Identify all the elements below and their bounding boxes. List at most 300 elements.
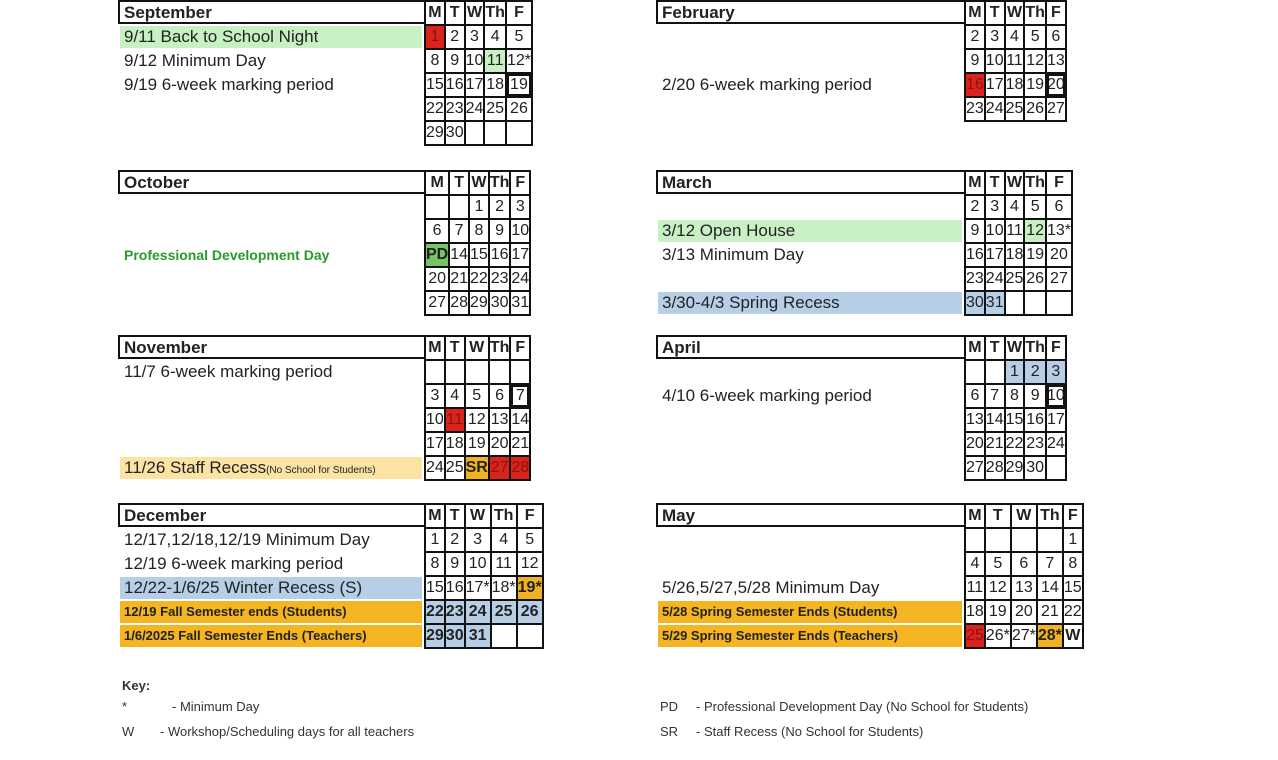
day-cell bbox=[510, 360, 530, 384]
event-note: (No School for Students) bbox=[266, 465, 376, 476]
day-cell: 14 bbox=[449, 243, 469, 267]
weekday-header: W bbox=[1005, 171, 1025, 195]
day-cell: 1 bbox=[425, 528, 445, 552]
calendar-event bbox=[658, 244, 962, 266]
day-cell bbox=[965, 360, 985, 384]
day-cell: 26 bbox=[1024, 267, 1046, 291]
day-cell: 6 bbox=[489, 384, 511, 408]
day-cell: 7 bbox=[449, 219, 469, 243]
day-cell: 20 bbox=[1011, 600, 1037, 624]
day-cell: 22 bbox=[425, 97, 445, 121]
day-cell: 22 bbox=[1005, 432, 1025, 456]
event-text: 1/6/2025 Fall Semester Ends (Teachers) bbox=[124, 628, 367, 643]
month-grid bbox=[964, 503, 1084, 649]
month-name: December bbox=[124, 506, 207, 525]
event-text: 2/20 6-week marking period bbox=[662, 75, 872, 94]
day-cell: 8 bbox=[425, 552, 445, 576]
weekday-header: W bbox=[1005, 336, 1025, 360]
day-cell: 12 bbox=[985, 576, 1011, 600]
day-cell: 9 bbox=[965, 49, 985, 73]
weekday-header: T bbox=[445, 1, 465, 25]
day-cell: 15 bbox=[1063, 576, 1083, 600]
day-cell bbox=[484, 121, 506, 145]
day-cell: 3 bbox=[425, 384, 445, 408]
weekday-header: Th bbox=[489, 171, 511, 195]
month-header bbox=[656, 0, 966, 24]
day-cell: 30 bbox=[489, 291, 511, 315]
day-cell: 9 bbox=[965, 219, 985, 243]
day-cell: 24 bbox=[425, 456, 445, 480]
day-cell: 8 bbox=[1063, 552, 1083, 576]
day-cell: 17 bbox=[1046, 408, 1066, 432]
day-cell bbox=[491, 624, 517, 648]
calendar-event bbox=[120, 361, 422, 383]
day-cell bbox=[1046, 456, 1066, 480]
day-cell: 18 bbox=[484, 73, 506, 97]
key-desc: - Workshop/Scheduling days for all teachers bbox=[160, 724, 415, 739]
day-cell: 4 bbox=[484, 25, 506, 49]
day-cell: 27 bbox=[425, 291, 449, 315]
day-cell: 27 bbox=[1046, 267, 1072, 291]
day-cell: 19 bbox=[1024, 243, 1046, 267]
day-cell: 4 bbox=[965, 552, 985, 576]
day-cell bbox=[1024, 291, 1046, 315]
day-cell: 3 bbox=[510, 195, 530, 219]
day-cell: 22 bbox=[469, 267, 489, 291]
day-cell: 25 bbox=[484, 97, 506, 121]
day-cell: 4 bbox=[1005, 25, 1025, 49]
day-cell bbox=[1011, 528, 1037, 552]
day-cell: 15 bbox=[1005, 408, 1025, 432]
key-symbol: * bbox=[122, 699, 128, 714]
event-text: 5/28 Spring Semester Ends (Students) bbox=[662, 604, 898, 619]
weekday-header: T bbox=[445, 336, 465, 360]
day-cell: 9 bbox=[445, 49, 465, 73]
calendar-event bbox=[120, 625, 422, 647]
day-cell: 21 bbox=[1037, 600, 1063, 624]
day-cell: 29 bbox=[425, 624, 445, 648]
event-text: Professional Development Day bbox=[124, 247, 330, 263]
weekday-header: Th bbox=[489, 336, 511, 360]
day-cell: 6 bbox=[1046, 25, 1066, 49]
weekday-header: F bbox=[517, 504, 543, 528]
day-cell: 1 bbox=[1005, 360, 1025, 384]
weekday-header: T bbox=[985, 336, 1005, 360]
day-cell: 25 bbox=[1005, 267, 1025, 291]
day-cell: W bbox=[1063, 624, 1083, 648]
day-cell: 6 bbox=[1046, 195, 1072, 219]
day-cell: 17 bbox=[465, 73, 485, 97]
day-cell: 3 bbox=[465, 528, 491, 552]
day-cell: 10 bbox=[425, 408, 445, 432]
day-cell: 3 bbox=[465, 25, 485, 49]
day-cell: 24 bbox=[465, 600, 491, 624]
event-text: 4/10 6-week marking period bbox=[662, 386, 872, 405]
day-cell bbox=[517, 624, 543, 648]
day-cell: 2 bbox=[489, 195, 511, 219]
day-cell bbox=[1037, 528, 1063, 552]
day-cell: 23 bbox=[965, 267, 985, 291]
day-cell: 26* bbox=[985, 624, 1011, 648]
day-cell: 24 bbox=[465, 97, 485, 121]
month-name: February bbox=[662, 3, 735, 22]
key-symbol: SR bbox=[660, 724, 679, 739]
day-cell: 3 bbox=[985, 25, 1005, 49]
day-cell: 30 bbox=[445, 624, 465, 648]
month-name: September bbox=[124, 3, 212, 22]
day-cell: 15 bbox=[469, 243, 489, 267]
day-cell: 26 bbox=[1024, 97, 1046, 121]
day-cell: 28 bbox=[510, 456, 530, 480]
month-header bbox=[656, 170, 966, 194]
day-cell: 11 bbox=[445, 408, 465, 432]
weekday-header: M bbox=[425, 1, 445, 25]
event-text: 12/17,12/18,12/19 Minimum Day bbox=[124, 530, 370, 549]
day-cell: 26 bbox=[506, 97, 532, 121]
month-grid bbox=[964, 0, 1067, 122]
day-cell: 3 bbox=[985, 195, 1005, 219]
month-name: November bbox=[124, 338, 208, 357]
day-cell bbox=[449, 195, 469, 219]
weekday-header: Th bbox=[1037, 504, 1063, 528]
calendar-event bbox=[120, 244, 422, 266]
weekday-header: F bbox=[506, 1, 532, 25]
key-desc: - Professional Development Day (No School for Students) bbox=[696, 699, 1029, 714]
day-cell: 1 bbox=[425, 25, 445, 49]
day-cell bbox=[965, 528, 985, 552]
day-cell: 10 bbox=[465, 552, 491, 576]
day-cell: 10 bbox=[1046, 384, 1066, 408]
weekday-header: W bbox=[465, 1, 485, 25]
day-cell: 16 bbox=[965, 73, 985, 97]
weekday-header: F bbox=[510, 171, 530, 195]
day-cell: 16 bbox=[445, 576, 465, 600]
weekday-header: T bbox=[985, 171, 1005, 195]
day-cell: 11 bbox=[491, 552, 517, 576]
day-cell bbox=[465, 360, 489, 384]
day-cell bbox=[445, 360, 465, 384]
calendar-event bbox=[120, 50, 422, 72]
day-cell: 13* bbox=[1046, 219, 1072, 243]
day-cell bbox=[1046, 291, 1072, 315]
day-cell: 2 bbox=[1024, 360, 1046, 384]
month-grid bbox=[424, 503, 544, 649]
calendar-event bbox=[658, 74, 962, 96]
day-cell: 31 bbox=[985, 291, 1005, 315]
event-text: 5/29 Spring Semester Ends (Teachers) bbox=[662, 628, 899, 643]
day-cell: 24 bbox=[985, 97, 1005, 121]
calendar-event bbox=[120, 553, 422, 575]
day-cell: 13 bbox=[1046, 49, 1066, 73]
month-name: March bbox=[662, 173, 713, 192]
weekday-header: W bbox=[469, 171, 489, 195]
day-cell: 14 bbox=[985, 408, 1005, 432]
event-text: 12/19 Fall Semester ends (Students) bbox=[124, 604, 347, 619]
day-cell: 17* bbox=[465, 576, 491, 600]
day-cell bbox=[465, 121, 485, 145]
day-cell: 4 bbox=[491, 528, 517, 552]
weekday-header: W bbox=[1005, 1, 1025, 25]
day-cell: 13 bbox=[965, 408, 985, 432]
weekday-header: T bbox=[449, 171, 469, 195]
weekday-header: M bbox=[965, 504, 985, 528]
weekday-header: M bbox=[965, 336, 985, 360]
day-cell: 28 bbox=[985, 456, 1005, 480]
month-header bbox=[118, 503, 426, 527]
day-cell: 21 bbox=[449, 267, 469, 291]
day-cell: 31 bbox=[465, 624, 491, 648]
key-title: Key: bbox=[122, 678, 151, 693]
month-grid bbox=[964, 170, 1073, 316]
weekday-header: Th bbox=[1024, 171, 1046, 195]
day-cell: 23 bbox=[489, 267, 511, 291]
day-cell: 28* bbox=[1037, 624, 1063, 648]
event-text: 3/30-4/3 Spring Recess bbox=[662, 293, 840, 312]
day-cell: 23 bbox=[445, 97, 465, 121]
event-text: 12/22-1/6/25 Winter Recess (S) bbox=[124, 578, 363, 597]
weekday-header: W bbox=[465, 504, 491, 528]
day-cell: 10 bbox=[465, 49, 485, 73]
day-cell bbox=[425, 195, 449, 219]
day-cell: 20 bbox=[965, 432, 985, 456]
day-cell: 2 bbox=[445, 528, 465, 552]
day-cell: 30 bbox=[965, 291, 985, 315]
calendar-event bbox=[120, 26, 422, 48]
key-symbol: W bbox=[122, 724, 135, 739]
day-cell: 16 bbox=[965, 243, 985, 267]
day-cell: SR bbox=[465, 456, 489, 480]
day-cell: 15 bbox=[425, 576, 445, 600]
weekday-header: M bbox=[425, 336, 445, 360]
calendar-event bbox=[658, 577, 962, 599]
day-cell: 22 bbox=[1063, 600, 1083, 624]
weekday-header: Th bbox=[484, 1, 506, 25]
day-cell: 11 bbox=[965, 576, 985, 600]
day-cell: 15 bbox=[425, 73, 445, 97]
day-cell: 4 bbox=[1005, 195, 1025, 219]
day-cell: 5 bbox=[465, 384, 489, 408]
weekday-header: Th bbox=[1024, 1, 1046, 25]
event-text: 11/7 6-week marking period bbox=[124, 362, 333, 381]
day-cell: 25 bbox=[1005, 97, 1025, 121]
month-header bbox=[118, 335, 426, 359]
day-cell: 14 bbox=[1037, 576, 1063, 600]
day-cell: 5 bbox=[506, 25, 532, 49]
month-header bbox=[118, 170, 426, 194]
day-cell: 8 bbox=[1005, 384, 1025, 408]
weekday-header: F bbox=[1046, 336, 1066, 360]
weekday-header: M bbox=[425, 504, 445, 528]
day-cell: 24 bbox=[1046, 432, 1066, 456]
day-cell: 6 bbox=[1011, 552, 1037, 576]
weekday-header: M bbox=[965, 171, 985, 195]
month-grid bbox=[964, 335, 1067, 481]
month-header bbox=[118, 0, 426, 24]
month-grid bbox=[424, 0, 533, 146]
month-grid bbox=[424, 335, 531, 481]
day-cell: 23 bbox=[965, 97, 985, 121]
event-text: 9/11 Back to School Night bbox=[124, 27, 319, 46]
day-cell: PD bbox=[425, 243, 449, 267]
day-cell: 2 bbox=[965, 25, 985, 49]
day-cell: 1 bbox=[469, 195, 489, 219]
day-cell: 25 bbox=[965, 624, 985, 648]
day-cell: 2 bbox=[445, 25, 465, 49]
day-cell: 18 bbox=[445, 432, 465, 456]
day-cell: 8 bbox=[425, 49, 445, 73]
day-cell: 30 bbox=[445, 121, 465, 145]
day-cell: 12 bbox=[1024, 219, 1046, 243]
day-cell: 3 bbox=[1046, 360, 1066, 384]
day-cell: 29 bbox=[425, 121, 445, 145]
day-cell: 12 bbox=[517, 552, 543, 576]
calendar-event bbox=[658, 625, 962, 647]
day-cell: 24 bbox=[510, 267, 530, 291]
day-cell: 1 bbox=[1063, 528, 1083, 552]
day-cell: 12 bbox=[465, 408, 489, 432]
weekday-header: F bbox=[1046, 171, 1072, 195]
event-text: 11/26 Staff Recess bbox=[124, 458, 267, 477]
day-cell: 27 bbox=[965, 456, 985, 480]
event-text: 3/13 Minimum Day bbox=[662, 245, 804, 264]
day-cell: 12* bbox=[506, 49, 532, 73]
weekday-header: F bbox=[1046, 1, 1066, 25]
day-cell: 12 bbox=[1024, 49, 1046, 73]
weekday-header: M bbox=[425, 171, 449, 195]
day-cell: 17 bbox=[985, 73, 1005, 97]
month-name: October bbox=[124, 173, 190, 192]
day-cell: 9 bbox=[489, 219, 511, 243]
day-cell: 21 bbox=[510, 432, 530, 456]
day-cell: 18* bbox=[491, 576, 517, 600]
day-cell bbox=[985, 360, 1005, 384]
day-cell: 17 bbox=[985, 243, 1005, 267]
day-cell: 17 bbox=[425, 432, 445, 456]
day-cell: 27 bbox=[1046, 97, 1066, 121]
day-cell: 20 bbox=[1046, 73, 1066, 97]
day-cell: 23 bbox=[445, 600, 465, 624]
day-cell: 16 bbox=[445, 73, 465, 97]
weekday-header: Th bbox=[1024, 336, 1046, 360]
day-cell: 19 bbox=[465, 432, 489, 456]
event-text: 9/19 6-week marking period bbox=[124, 75, 334, 94]
calendar-event bbox=[120, 601, 422, 623]
calendar-event bbox=[120, 577, 422, 599]
month-grid bbox=[424, 170, 531, 316]
weekday-header: W bbox=[1011, 504, 1037, 528]
day-cell: 17 bbox=[510, 243, 530, 267]
day-cell: 20 bbox=[1046, 243, 1072, 267]
month-header bbox=[656, 503, 966, 527]
day-cell: 27* bbox=[1011, 624, 1037, 648]
day-cell bbox=[489, 360, 511, 384]
day-cell: 19* bbox=[517, 576, 543, 600]
calendar-event bbox=[658, 292, 962, 314]
weekday-header: W bbox=[465, 336, 489, 360]
day-cell: 10 bbox=[985, 219, 1005, 243]
day-cell: 31 bbox=[510, 291, 530, 315]
event-text: 5/26,5/27,5/28 Minimum Day bbox=[662, 578, 880, 597]
weekday-header: T bbox=[985, 504, 1011, 528]
calendar-event bbox=[120, 74, 422, 96]
day-cell: 25 bbox=[445, 456, 465, 480]
day-cell: 13 bbox=[489, 408, 511, 432]
day-cell: 24 bbox=[985, 267, 1005, 291]
day-cell: 22 bbox=[425, 600, 445, 624]
day-cell: 7 bbox=[985, 384, 1005, 408]
day-cell: 4 bbox=[445, 384, 465, 408]
day-cell: 2 bbox=[965, 195, 985, 219]
calendar-event bbox=[658, 385, 962, 407]
month-name: April bbox=[662, 338, 701, 357]
day-cell: 11 bbox=[1005, 219, 1025, 243]
day-cell: 11 bbox=[1005, 49, 1025, 73]
day-cell: 29 bbox=[469, 291, 489, 315]
day-cell: 29 bbox=[1005, 456, 1025, 480]
day-cell: 9 bbox=[1024, 384, 1046, 408]
day-cell: 25 bbox=[491, 600, 517, 624]
day-cell: 30 bbox=[1024, 456, 1046, 480]
day-cell: 19 bbox=[1024, 73, 1046, 97]
day-cell bbox=[1005, 291, 1025, 315]
month-header bbox=[656, 335, 966, 359]
event-text: 12/19 6-week marking period bbox=[124, 554, 344, 573]
event-text: 9/12 Minimum Day bbox=[124, 51, 266, 70]
day-cell: 10 bbox=[510, 219, 530, 243]
day-cell: 27 bbox=[489, 456, 511, 480]
day-cell: 5 bbox=[517, 528, 543, 552]
key-desc: - Staff Recess (No School for Students) bbox=[696, 724, 924, 739]
weekday-header: F bbox=[1063, 504, 1083, 528]
day-cell bbox=[425, 360, 445, 384]
event-text: 3/12 Open House bbox=[662, 221, 796, 240]
day-cell: 6 bbox=[965, 384, 985, 408]
day-cell: 18 bbox=[1005, 243, 1025, 267]
calendar-event bbox=[658, 601, 962, 623]
day-cell: 7 bbox=[510, 384, 530, 408]
weekday-header: M bbox=[965, 1, 985, 25]
day-cell: 5 bbox=[985, 552, 1011, 576]
weekday-header: T bbox=[445, 504, 465, 528]
key-desc: - Minimum Day bbox=[172, 699, 260, 714]
key-symbol: PD bbox=[660, 699, 679, 714]
day-cell: 13 bbox=[1011, 576, 1037, 600]
day-cell: 5 bbox=[1024, 195, 1046, 219]
day-cell: 18 bbox=[965, 600, 985, 624]
day-cell: 9 bbox=[445, 552, 465, 576]
calendar-event bbox=[658, 220, 962, 242]
day-cell: 19 bbox=[985, 600, 1011, 624]
weekday-header: F bbox=[510, 336, 530, 360]
day-cell: 26 bbox=[517, 600, 543, 624]
day-cell: 16 bbox=[489, 243, 511, 267]
day-cell: 20 bbox=[425, 267, 449, 291]
weekday-header: T bbox=[985, 1, 1005, 25]
calendar-event bbox=[120, 457, 422, 479]
day-cell: 5 bbox=[1024, 25, 1046, 49]
day-cell: 10 bbox=[985, 49, 1005, 73]
day-cell: 28 bbox=[449, 291, 469, 315]
day-cell: 14 bbox=[510, 408, 530, 432]
day-cell: 6 bbox=[425, 219, 449, 243]
calendar-event bbox=[120, 529, 422, 551]
day-cell: 7 bbox=[1037, 552, 1063, 576]
day-cell: 8 bbox=[469, 219, 489, 243]
day-cell bbox=[985, 528, 1011, 552]
weekday-header: Th bbox=[491, 504, 517, 528]
day-cell: 19 bbox=[506, 73, 532, 97]
day-cell: 20 bbox=[489, 432, 511, 456]
